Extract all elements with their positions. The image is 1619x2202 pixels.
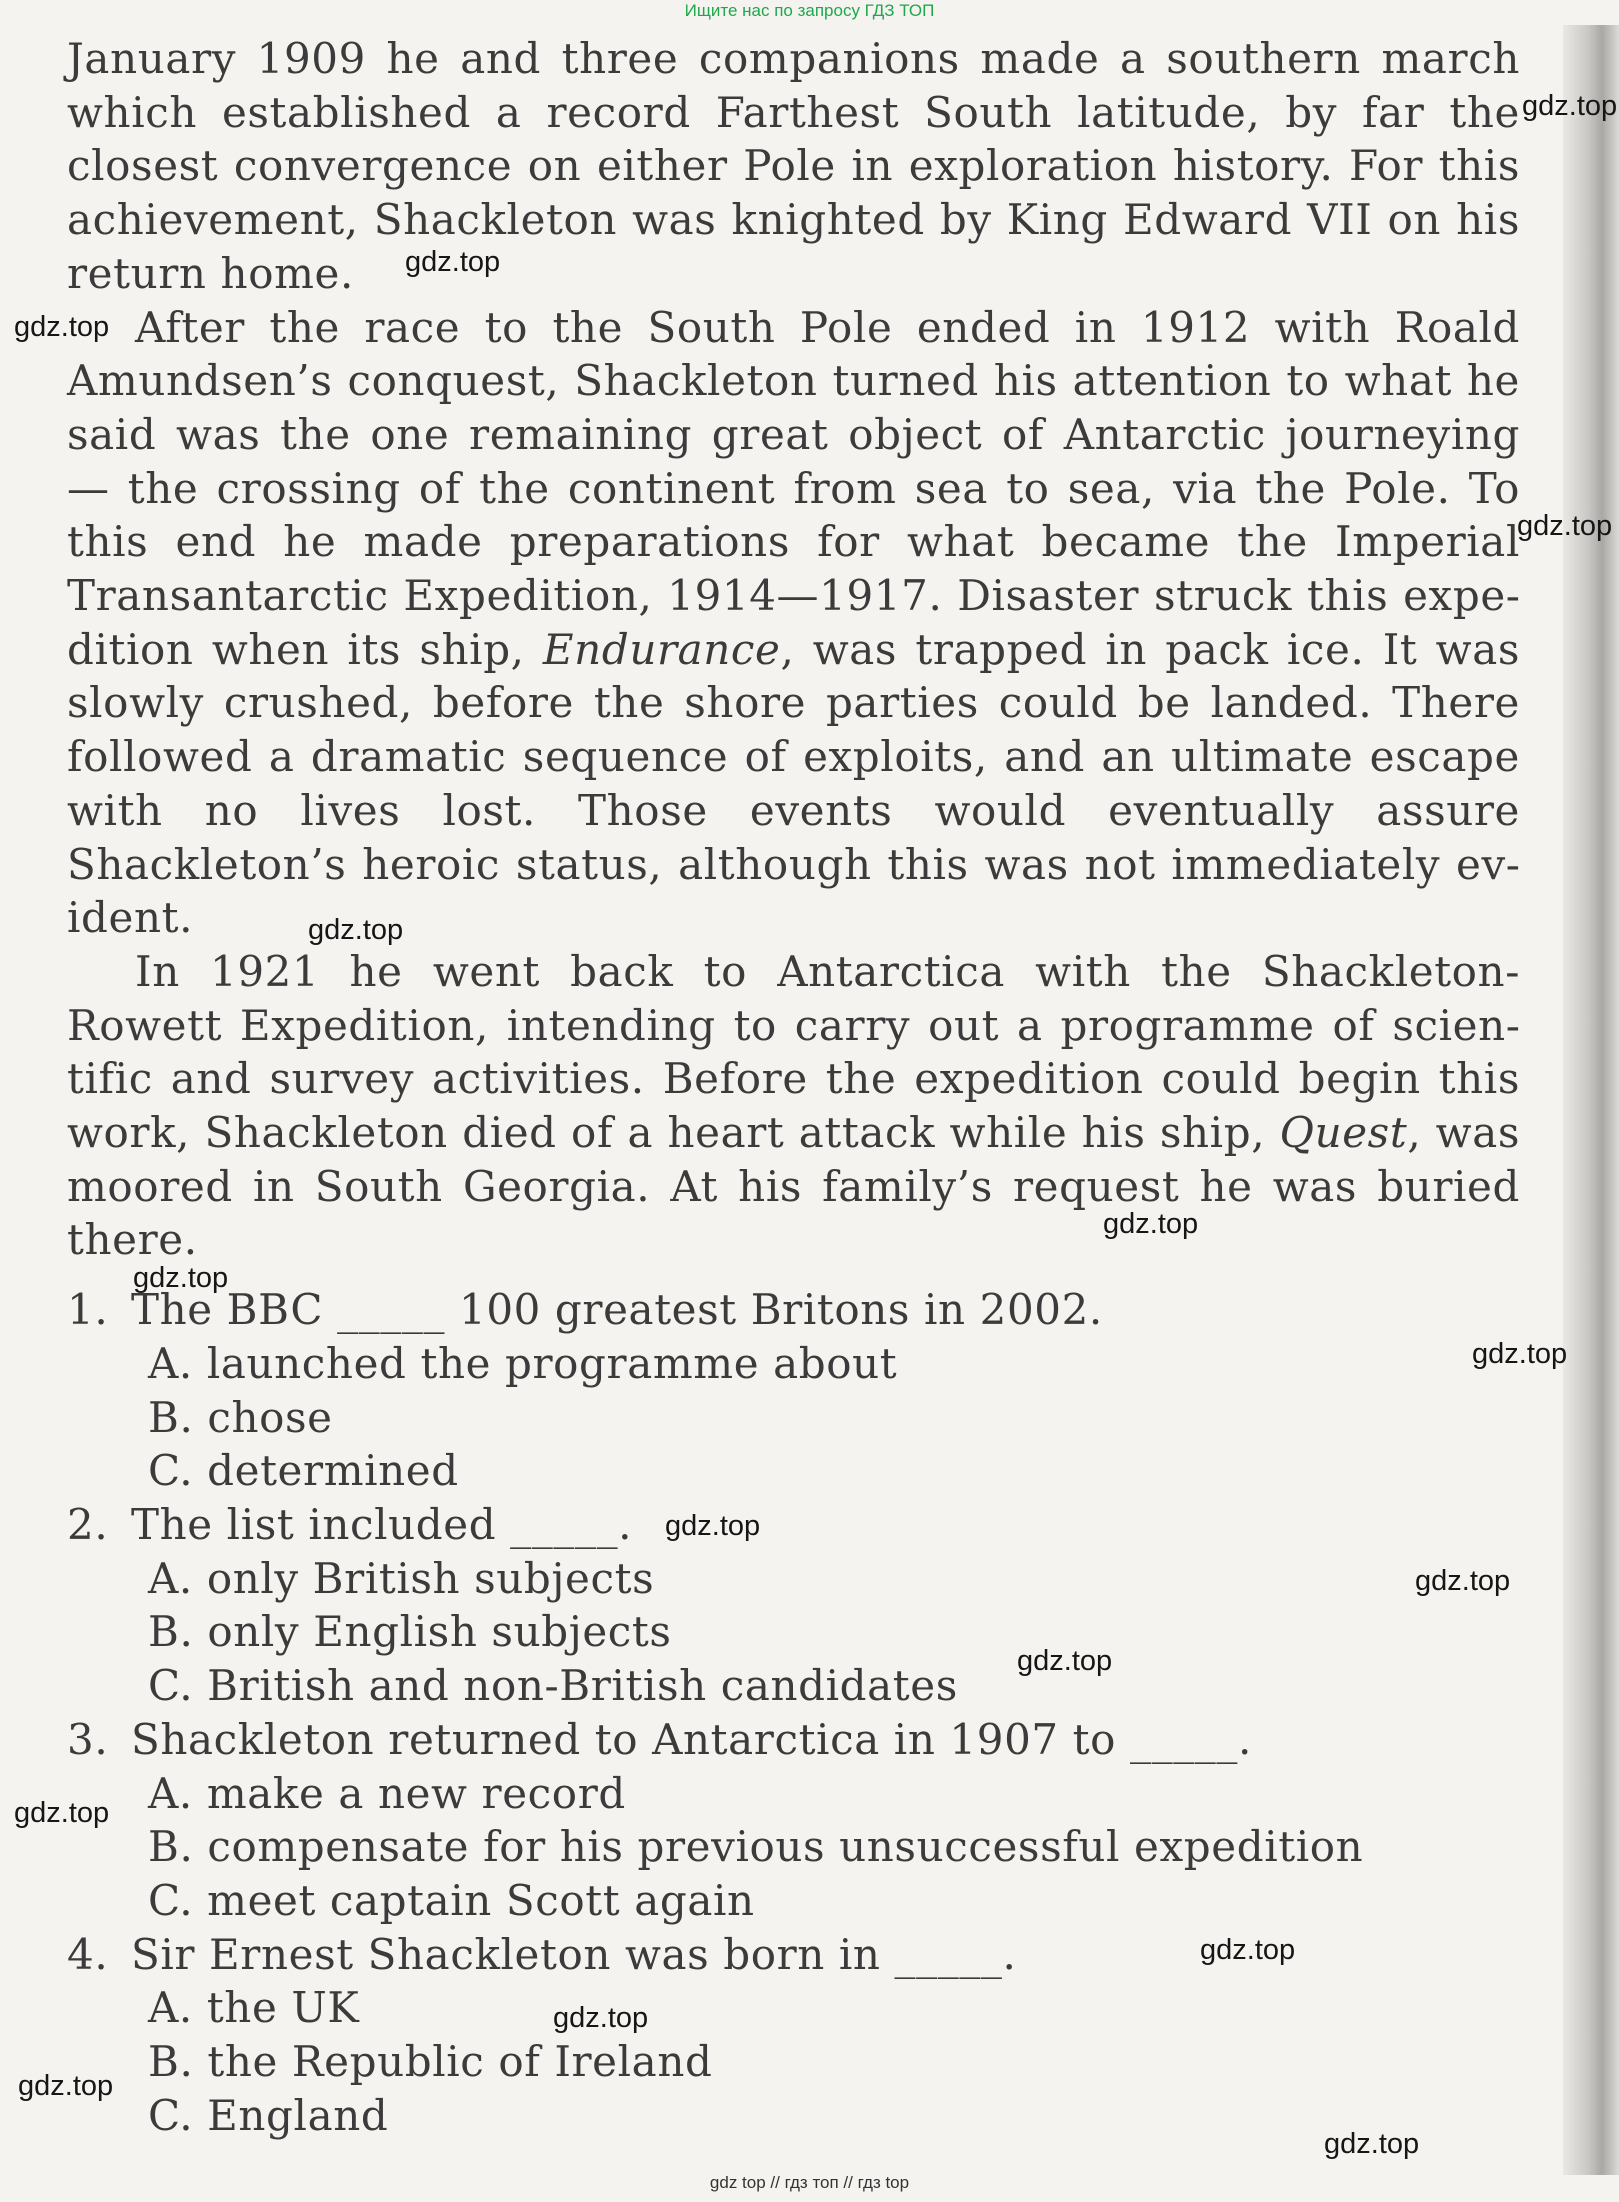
watermark: gdz.top xyxy=(1517,510,1613,542)
watermark: gdz.top xyxy=(405,246,501,278)
answer-option: B. only English subjects xyxy=(148,1607,672,1657)
question-text: The list included _____. xyxy=(131,1499,633,1549)
answer-option: B. compensate for his previous unsuccessful expedition xyxy=(148,1822,1364,1872)
watermark: gdz.top xyxy=(553,2002,649,2034)
textbook-page xyxy=(67,32,1520,2142)
answer-option: A. make a new record xyxy=(148,1768,626,1818)
question-list xyxy=(67,1283,1520,2142)
watermark: gdz.top xyxy=(1017,1645,1113,1677)
watermark: gdz.top xyxy=(18,2070,114,2102)
watermark: gdz.top xyxy=(133,1262,229,1294)
question-number: 1. xyxy=(67,1285,109,1335)
paragraph-2-text-b: , was trapped in pack ice. It was slowly crushed, before the shore parties could be landed. There followed a dramatic sequence of exploits, and an ultimate escape with no lives lost. Those events would eventually assure Shackleton’s heroic status, although this was not immediately evident. xyxy=(67,624,1521,943)
answer-option: A. only British subjects xyxy=(148,1553,655,1603)
question-text: The BBC _____ 100 greatest Britons in 2002. xyxy=(131,1285,1103,1335)
question-stem xyxy=(67,1928,1520,1982)
ship-name-quest: Quest xyxy=(1279,1108,1408,1158)
page-edge-shadow xyxy=(1563,25,1619,2175)
answer-option: A. launched the programme about xyxy=(148,1338,898,1388)
answer-option: A. the UK xyxy=(148,1983,360,2033)
question-3 xyxy=(67,1713,1520,1928)
watermark: gdz.top xyxy=(665,1510,761,1542)
paragraph-2 xyxy=(67,301,1520,945)
ship-name-endurance: Endurance xyxy=(542,624,781,674)
question-stem xyxy=(67,1713,1520,1767)
question-text: Sir Ernest Shackleton was born in _____. xyxy=(131,1929,1017,1979)
answer-option: B. the Republic of Ireland xyxy=(148,2037,713,2087)
question-1 xyxy=(67,1283,1520,1498)
paragraph-3 xyxy=(67,945,1520,1267)
watermark: gdz.top xyxy=(1103,1208,1199,1240)
paragraph-3-text-a: In 1921 he went back to Antarctica with the Shackleton-Rowett Expedition, intending to carry out a programme of scientific and survey activities. Before the expedition could begin this work, Shackleton died of a heart attack while his ship, xyxy=(67,946,1520,1158)
answer-option: C. England xyxy=(148,2090,389,2140)
watermark: gdz.top xyxy=(1472,1338,1568,1370)
bottom-banner: gdz top // гдз топ // гдз top xyxy=(709,2173,910,2192)
question-2 xyxy=(67,1498,1520,1713)
top-banner[interactable]: Ищите нас по запросу ГДЗ ТОП xyxy=(684,1,935,20)
answer-option: B. chose xyxy=(148,1392,333,1442)
watermark: gdz.top xyxy=(308,914,404,946)
question-number: 4. xyxy=(67,1929,109,1979)
question-number: 2. xyxy=(67,1499,109,1549)
watermark: gdz.top xyxy=(14,1797,110,1829)
answer-option: C. meet captain Scott again xyxy=(148,1875,755,1925)
question-number: 3. xyxy=(67,1714,109,1764)
paragraph-2-text-a: After the race to the South Pole ended in 1912 with Roald Amundsen’s conquest, Shackleton turned his attention to what he said was the one remaining great object of Antarctic journeying — the crossing of the continent from sea to sea, via the Pole. To this end he made preparations for what became the Imperial Transantarctic Expedition, 1914—1917. Disaster struck this expedition when its ship, xyxy=(67,302,1520,674)
watermark: gdz.top xyxy=(1415,1565,1511,1597)
question-4 xyxy=(67,1928,1520,2143)
paragraph-1: January 1909 he and three companions made a southern march which established a record Farthest South latitude, by far the closest convergence on either Pole in exploration history. For this achievement, Shackleton was knighted by King Edward VII on his return home. xyxy=(67,34,1520,298)
answer-option: C. British and non-British candidates xyxy=(148,1661,958,1711)
watermark: gdz.top xyxy=(1200,1934,1296,1966)
watermark: gdz.top xyxy=(1522,90,1618,122)
watermark: gdz.top xyxy=(14,311,110,343)
question-text: Shackleton returned to Antarctica in 1907 to _____. xyxy=(131,1714,1252,1764)
watermark: gdz.top xyxy=(1324,2128,1420,2160)
question-stem xyxy=(67,1283,1520,1337)
question-stem xyxy=(67,1498,1520,1552)
answer-option: C. determined xyxy=(148,1446,459,1496)
paragraph-3-text-b: , was moored in South Georgia. At his family’s request he was buried there. xyxy=(67,1108,1520,1265)
